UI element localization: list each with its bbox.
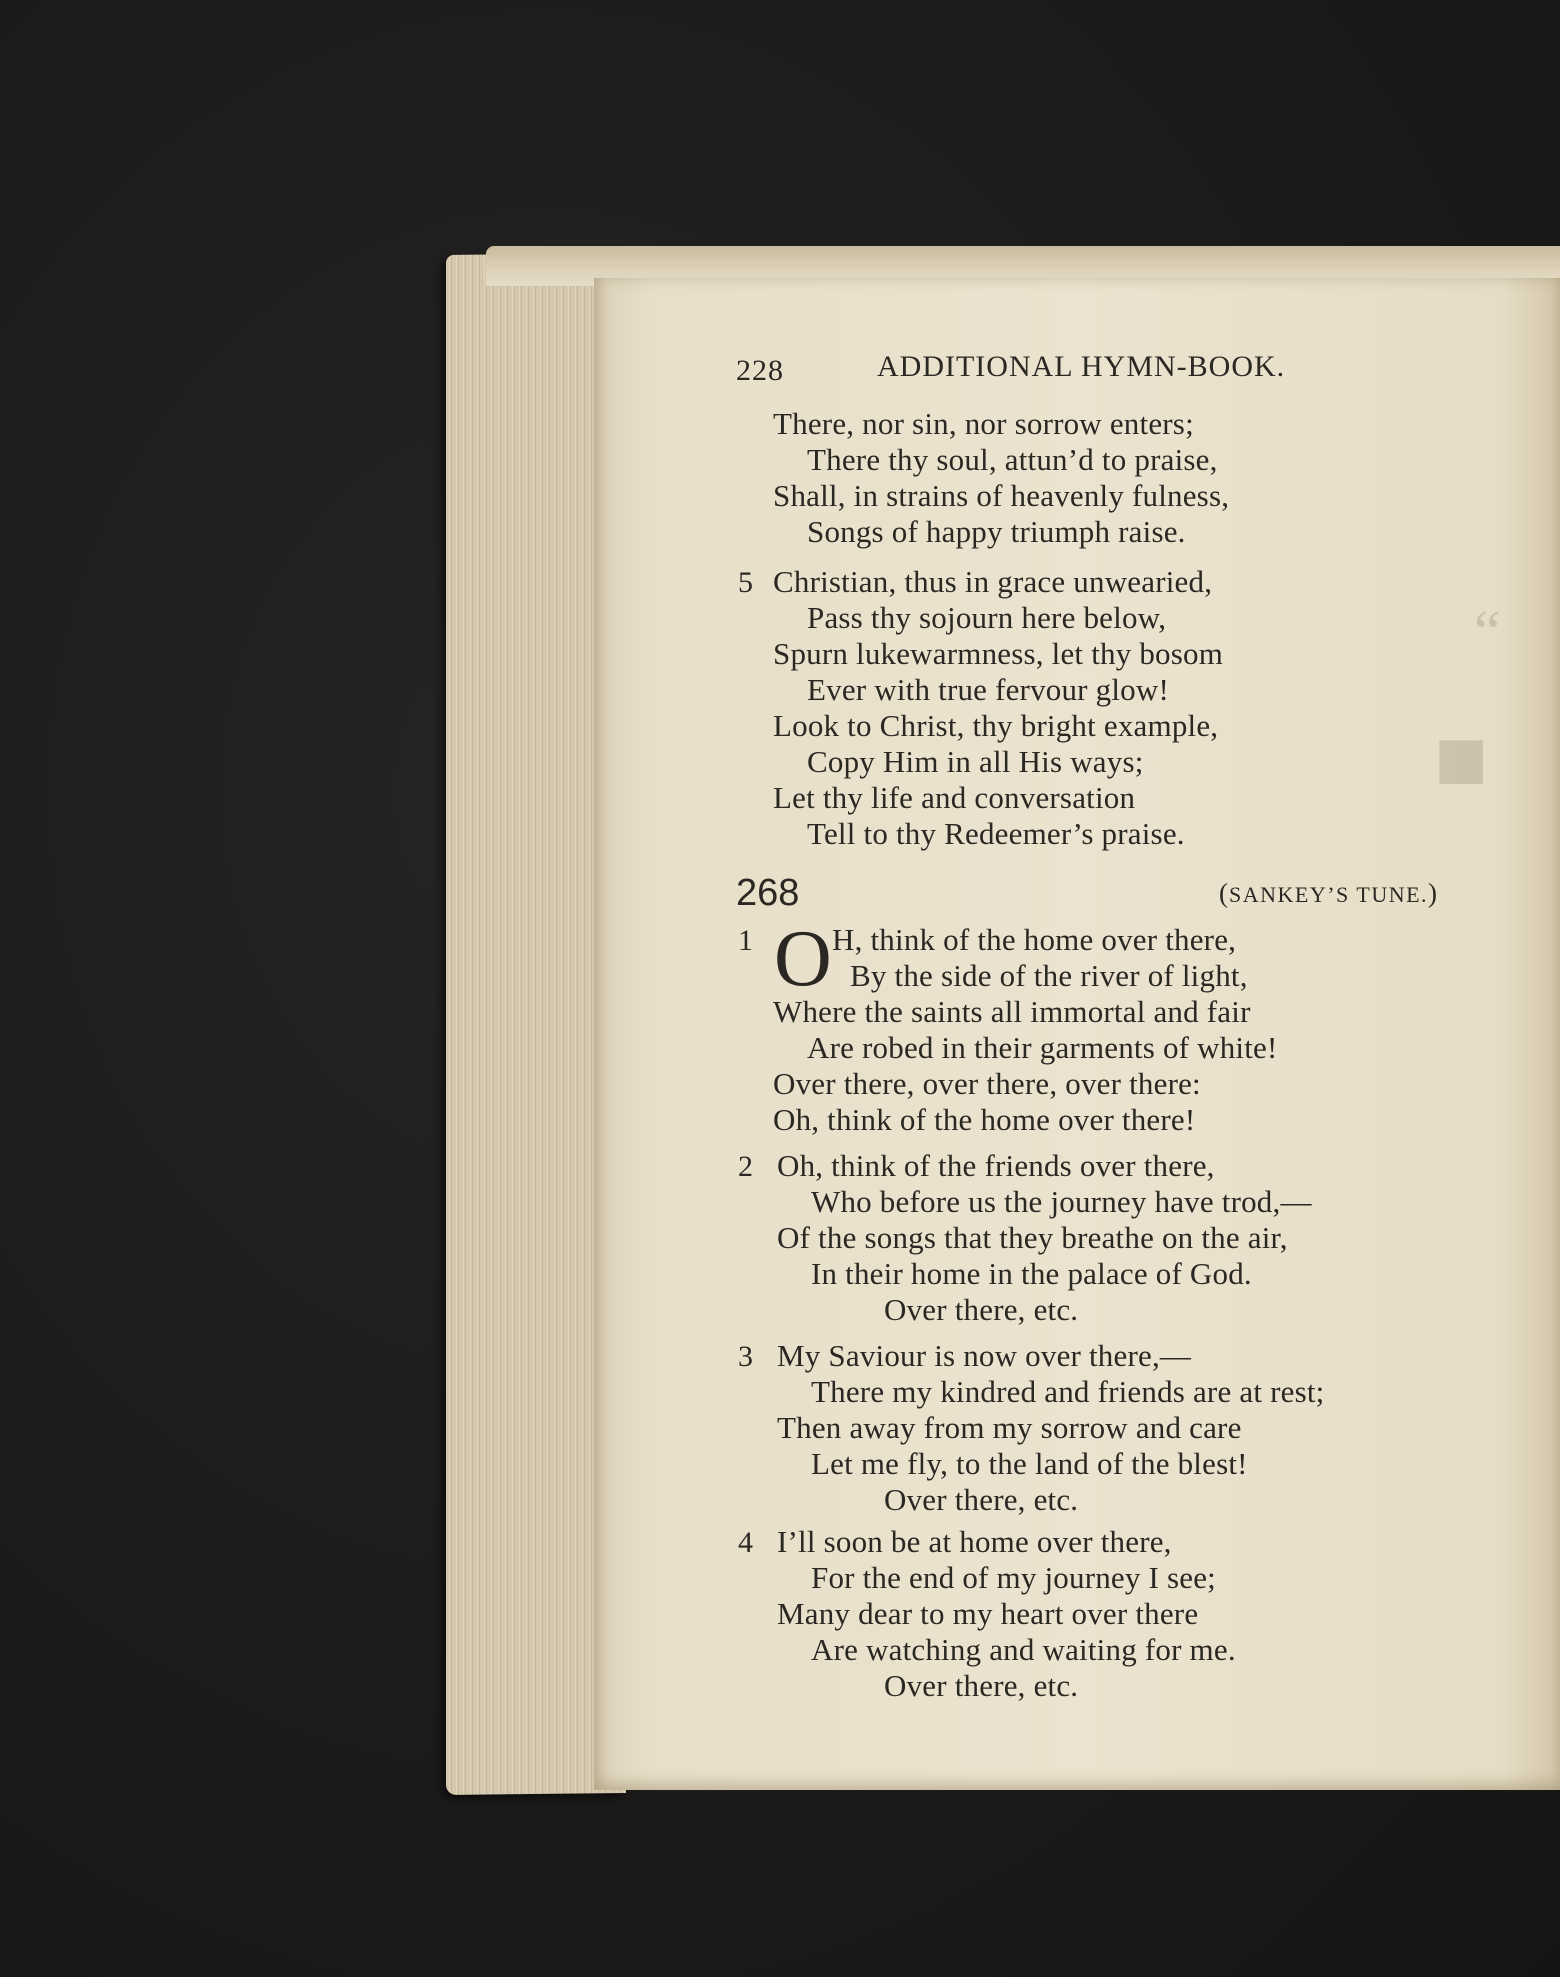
verse-line: Spurn lukewarmness, let thy bosom [773, 636, 1224, 671]
bleed-through-mark: “ [1474, 599, 1501, 665]
verse-line: Then away from my sorrow and care [777, 1410, 1242, 1445]
bleed-through-mark: ■ [1434, 710, 1489, 809]
tune-open-paren: ( [1219, 878, 1229, 908]
verse-line: In their home in the palace of God. [811, 1256, 1252, 1291]
hymn-number: 268 [736, 872, 800, 914]
verse-line: Copy Him in all His ways; [807, 744, 1144, 779]
drop-cap: O [774, 915, 832, 1003]
verse-line: There my kindred and friends are at rest; [811, 1374, 1325, 1409]
verse-number: 3 [738, 1340, 754, 1373]
verse-line: Tell to thy Redeemer’s praise. [807, 816, 1185, 851]
verse-line: Oh, think of the friends over there, [777, 1148, 1215, 1183]
verse-line: H, think of the home over there, [832, 922, 1237, 957]
refrain-line: Over there, etc. [884, 1668, 1079, 1703]
verse-number: 4 [738, 1526, 754, 1559]
refrain-line: Over there, etc. [884, 1482, 1079, 1517]
verse-line: Many dear to my heart over there [777, 1596, 1199, 1631]
verse-line: Shall, in strains of heavenly fulness, [773, 478, 1230, 513]
verse-number: 1 [738, 924, 754, 957]
verse-line: I’ll soon be at home over there, [777, 1524, 1172, 1559]
verse-line: Let me fly, to the land of the blest! [811, 1446, 1248, 1481]
verse-line: Let thy life and conversation [773, 780, 1136, 815]
verse-line: Are robed in their garments of white! [807, 1030, 1278, 1065]
verse-line: Who before us the journey have trod,— [811, 1184, 1312, 1219]
verse-line: Where the saints all immortal and fair [773, 994, 1251, 1029]
verse-line: For the end of my journey I see; [811, 1560, 1216, 1595]
verse-number: 2 [738, 1150, 754, 1183]
verse-line: Of the songs that they breathe on the air, [777, 1220, 1288, 1255]
verse-line: Oh, think of the home over there! [773, 1102, 1196, 1137]
tune-title: SANKEY’S TUNE. [1229, 882, 1429, 907]
page-number: 228 [736, 354, 784, 387]
verse-line: There thy soul, attun’d to praise, [807, 442, 1218, 477]
verse-line: There, nor sin, nor sorrow enters; [773, 406, 1194, 441]
verse-number: 5 [738, 566, 754, 599]
verse-line: By the side of the river of light, [850, 958, 1248, 993]
tune-close-paren: ) [1428, 878, 1439, 908]
tune-name [1219, 878, 1438, 909]
refrain-line: Over there, etc. [884, 1292, 1079, 1327]
verse-line: Ever with true fervour glow! [807, 672, 1169, 707]
verse-line: My Saviour is now over there,— [777, 1338, 1192, 1373]
verse-line: Christian, thus in grace unwearied, [773, 564, 1213, 599]
verse-line: Pass thy sojourn here below, [807, 600, 1167, 635]
verse-line: Look to Christ, thy bright example, [773, 708, 1219, 743]
verse-line: Over there, over there, over there: [773, 1066, 1201, 1101]
verse-line: Songs of happy triumph raise. [807, 514, 1186, 549]
verse-line: Are watching and waiting for me. [811, 1632, 1236, 1667]
book-page [594, 278, 1560, 1790]
running-title: ADDITIONAL HYMN-BOOK. [877, 350, 1286, 383]
